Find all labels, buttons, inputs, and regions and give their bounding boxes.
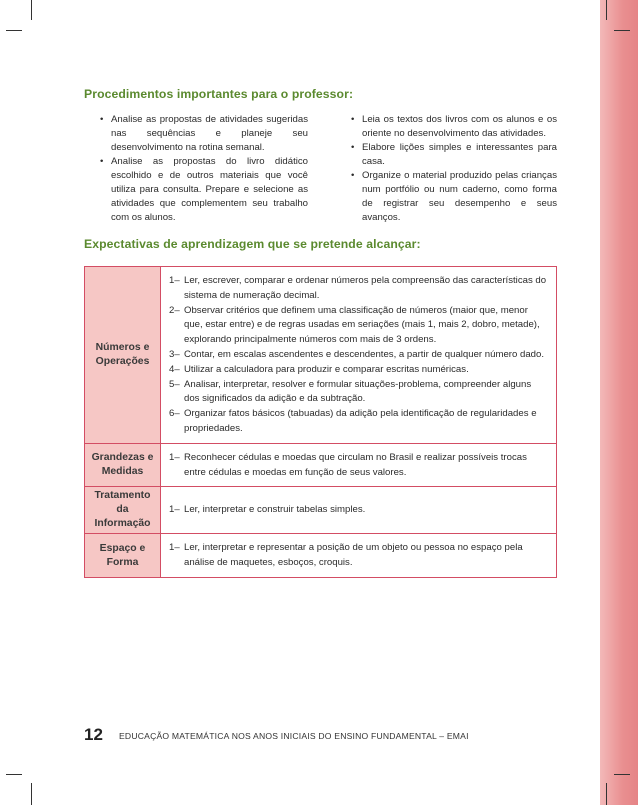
procedures-right-column [351,113,557,225]
category-cell: Números e Operações [85,267,161,443]
list-item [169,451,548,481]
items-cell [161,487,556,533]
procedures-heading: Procedimentos importantes para o professor: [84,87,354,101]
list-item: • Organize o material produzido pelas crianças num portfólio ou num caderno, como forma de registrar seu desempenho e seus avanços. [351,169,557,225]
expectations-table [84,266,557,578]
item-number: 1– [169,275,180,286]
table-row [85,534,556,578]
list-item [169,503,365,518]
list-item [169,304,548,348]
table-row [85,267,556,444]
item-number: 4– [169,363,180,375]
item-text: Reconhecer cédulas e moedas que circulam no Brasil e realizar possíveis trocas entre cédulas e moedas em função de seus valores. [184,451,527,478]
list-item: • Analise as propostas do livro didático escolhido e de outros materiais que você utiliza para consulta. Prepare e selecione as atividades que complementem seu trabalho com os alunos. [100,155,308,225]
item-text: Utilizar a calculadora para produzir e comparar escritas numéricas. [184,363,469,375]
item-text: Contar, em escalas ascendentes e descendentes, a partir de qualquer número dado. [184,348,544,360]
page-number: 12 [84,725,103,744]
item-text: Analisar, interpretar, resolver e formular situações-problema, compreender alguns dos significados da adição e da subtração. [184,378,532,405]
item-text: Ler, interpretar e representar a posição de um objeto ou pessoa no espaço pela análise de maquetes, esboços, croquis. [184,542,523,569]
items-cell [161,534,556,577]
decorative-edge-band [600,0,638,805]
table-row [85,444,556,488]
item-number: 1– [169,542,180,554]
list-item [169,363,548,378]
items-cell [161,267,556,443]
table-row [85,487,556,534]
category-cell: Espaço e Forma [85,534,161,577]
list-item: • Elabore lições simples e interessantes para casa. [351,141,557,169]
crop-mark [614,30,630,31]
crop-mark [606,783,607,805]
crop-mark [31,0,32,20]
crop-mark [614,774,630,775]
item-text: Organizar fatos básicos (tabuadas) da adição pela identificação de regularidades e propriedades. [184,408,537,434]
item-number: 6– [169,408,180,420]
list-item [169,274,548,304]
list-item: • Analise as propostas de atividades sugeridas nas sequências e planeje seu desenvolvimento na rotina semanal. [100,113,308,155]
list-item [169,407,548,437]
category-cell: Tratamento da Informação [85,487,161,533]
procedures-left-column [100,113,308,225]
footer-title: EDUCAÇÃO MATEMÁTICA NOS ANOS INICIAIS DO ENSINO FUNDAMENTAL – EMAI [119,731,469,741]
item-number: 2– [169,304,180,316]
list-item [169,378,548,408]
crop-mark [606,0,607,20]
crop-mark [6,30,22,31]
item-number: 5– [169,378,180,390]
item-number: 1– [169,503,180,515]
list-item [169,348,548,363]
crop-mark [6,774,22,775]
list-item [169,541,548,571]
item-number: 3– [169,348,180,360]
items-cell [161,444,556,487]
list-item: • Leia os textos dos livros com os alunos e os oriente no desenvolvimento das atividades. [351,113,557,141]
item-text: Ler, interpretar e construir tabelas simples. [184,503,366,515]
expectations-heading: Expectativas de aprendizagem que se pretende alcançar: [84,237,421,251]
crop-mark [31,783,32,805]
item-number: 1– [169,451,180,463]
category-cell: Grandezas e Medidas [85,444,161,487]
item-text: Observar critérios que definem uma classificação de números (maior que, menor que, estar entre) e de regras usadas em seriações (mais 1, mais 2, dobro, metade), explorando principalmente números com mais de 3 ordens. [184,304,540,346]
item-text: Ler, escrever, comparar e ordenar números pela compreensão das características do sistema de numeração decimal. [184,275,547,301]
